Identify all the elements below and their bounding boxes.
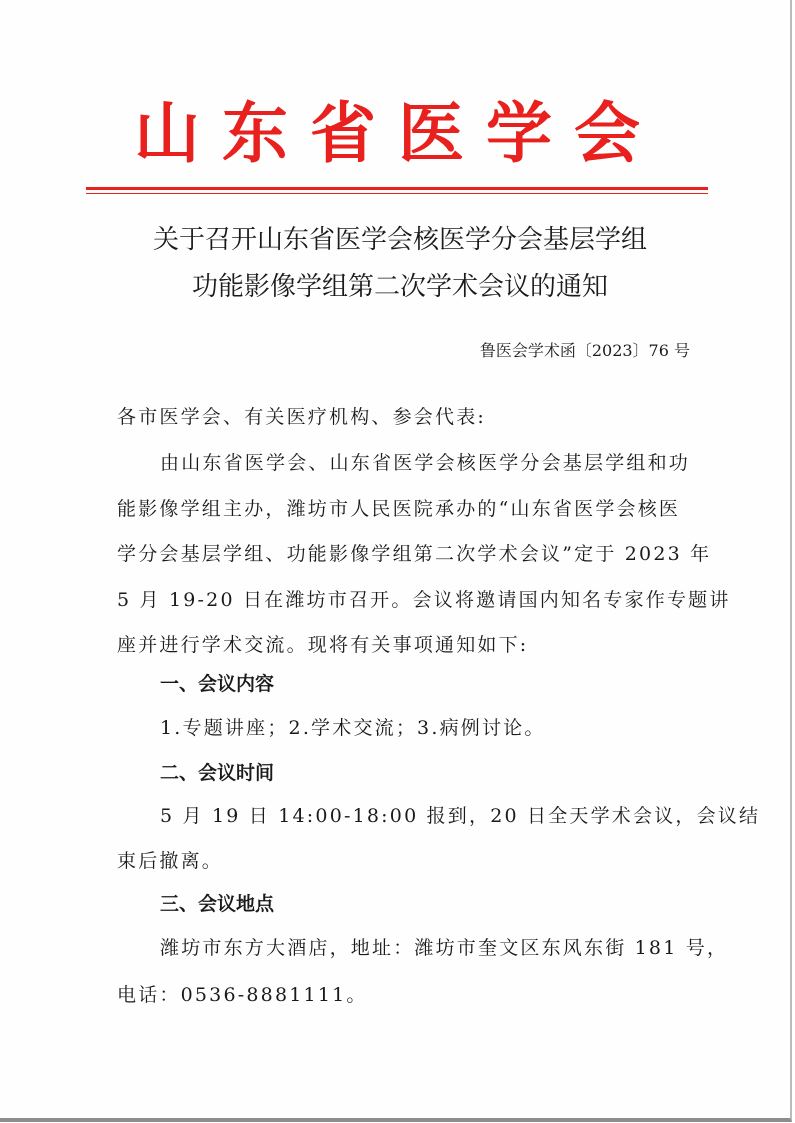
section-line: 电话：0536-8881111。 (117, 984, 368, 1006)
section-heading: 三、会议地点 (160, 893, 275, 915)
notice-title-line-2: 功能影像学组第二次学术会议的通知 (191, 272, 608, 302)
section-heading: 一、会议内容 (160, 673, 275, 695)
intro-line: 能影像学组主办，潍坊市人民医院承办的“山东省医学会核医 (117, 498, 681, 520)
intro-line: 5 月 19-20 日在潍坊市召开。会议将邀请国内知名专家作专题讲 (117, 589, 731, 611)
notice-title-line-1: 关于召开山东省医学会核医学分会基层学组 (152, 225, 647, 255)
intro-line: 座并进行学术交流。现将有关事项通知如下: (117, 634, 529, 656)
intro-line: 由山东省医学会、山东省医学会核医学分会基层学组和功 (160, 452, 691, 474)
document-number: 鲁医会学术函〔2023〕76 号 (479, 341, 690, 360)
letterhead-organization: 山东省医学会 (134, 94, 662, 172)
section-line: 束后撤离。 (117, 850, 224, 872)
letterhead-rule-thick (86, 187, 708, 190)
section-line: 潍坊市东方大酒店，地址：潍坊市奎文区东风东街 181 号， (160, 937, 729, 959)
intro-line: 学分会基层学组、功能影像学组第二次学术会议”定于 2023 年 (117, 543, 712, 565)
section-line: 1.专题讲座；2.学术交流；3.病例讨论。 (160, 717, 546, 739)
section-heading: 二、会议时间 (160, 762, 275, 784)
salutation: 各市医学会、有关医疗机构、参会代表: (117, 406, 487, 428)
letterhead-rule-thin (86, 193, 708, 194)
section-line: 5 月 19 日 14:00-18:00 报到，20 日全天学术会议，会议结 (160, 805, 761, 827)
